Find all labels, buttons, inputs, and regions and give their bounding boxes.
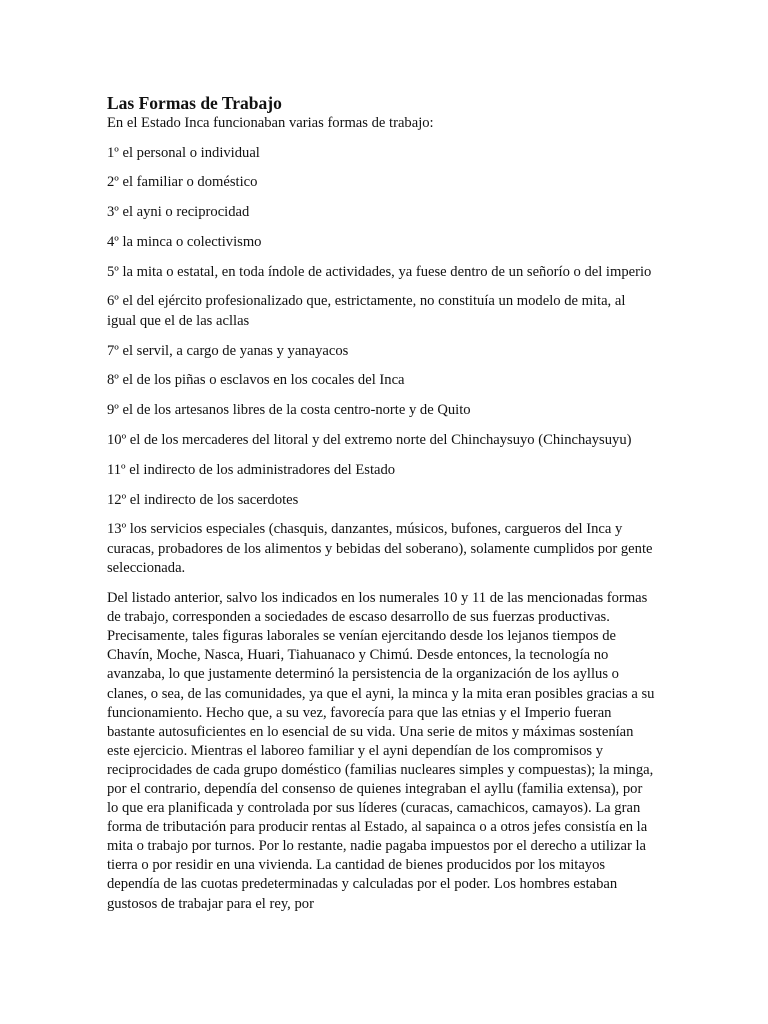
- list-item: 2º el familiar o doméstico: [107, 174, 258, 191]
- document-title: Las Formas de Trabajo: [107, 93, 282, 113]
- document-page: [107, 92, 657, 914]
- list-item: 5º la mita o estatal, en toda índole de actividades, ya fuese dentro de un señorío o del imperio: [107, 263, 652, 280]
- list-item: 6º el del ejército profesionalizado que, estrictamente, no constituía un modelo de mita, al igual que el de las acllas: [107, 293, 626, 329]
- body-paragraph: Del listado anterior, salvo los indicados en los numerales 10 y 11 de las mencionadas formas de trabajo, corresponden a sociedades de escaso desarrollo de sus fuerzas productivas. Precisamente, tales figuras laborales se venían ejercitando desde los lejanos tiempos de Chavín, Moche, Nasca, Huari, Tiahuanaco y Chimú. Desde entonces, la tecnología no avanzaba, lo que justamente determinó la persistencia de la organización de los ayllus o clanes, o sea, de las comunidades, ya que el ayni, la minca y la mita eran posibles gracias a su funcionamiento. Hecho que, a su vez, favorecía para que las etnias y el Imperio fueran bastante autosuficientes en lo esencial de su vida. Una serie de mitos y máximas sostenían este ejercicio. Mientras el laboreo familiar y el ayni dependían de los compromisos y reciprocidades de cada grupo doméstico (familias nucleares simples y compuestas); la minga, por el contrario, dependía del consenso de quienes integraban el ayllu (familia extensa), por lo que era planificada y controlada por sus líderes (curacas, camachicos, camayos). La gran forma de tributación para producir rentas al Estado, al sapainca o a otros jefes consistía en la mita o trabajo por turnos. Por lo restante, nadie pagaba impuestos por el derecho a utilizar la tierra o por residir en una vivienda. La cantidad de bienes producidos por los mitayos dependía de las cuotas predeterminadas y calculadas por el poder. Los hombres estaban gustosos de trabajar para el rey, por: [107, 590, 655, 912]
- list-item: 12º el indirecto de los sacerdotes: [107, 491, 299, 508]
- list-item: 3º el ayni o reciprocidad: [107, 204, 250, 221]
- intro-text: En el Estado Inca funcionaban varias formas de trabajo:: [107, 115, 434, 131]
- list-item: 7º el servil, a cargo de yanas y yanayacos: [107, 342, 349, 359]
- list-item: 4º la minca o colectivismo: [107, 233, 262, 250]
- list-item: 10º el de los mercaderes del litoral y del extremo norte del Chinchaysuyo (Chinchaysuyu): [107, 432, 632, 449]
- list-item: 9º el de los artesanos libres de la costa centro-norte y de Quito: [107, 402, 471, 419]
- list-item: 13º los servicios especiales (chasquis, danzantes, músicos, bufones, cargueros del Inca y curacas, probadores de los alimentos y bebidas del soberano), solamente cumplidos por gente seleccionada.: [107, 521, 653, 577]
- list-item: 11º el indirecto de los administradores del Estado: [107, 461, 396, 478]
- list-item: 1º el personal o individual: [107, 144, 260, 161]
- list-item: 8º el de los piñas o esclavos en los cocales del Inca: [107, 372, 405, 389]
